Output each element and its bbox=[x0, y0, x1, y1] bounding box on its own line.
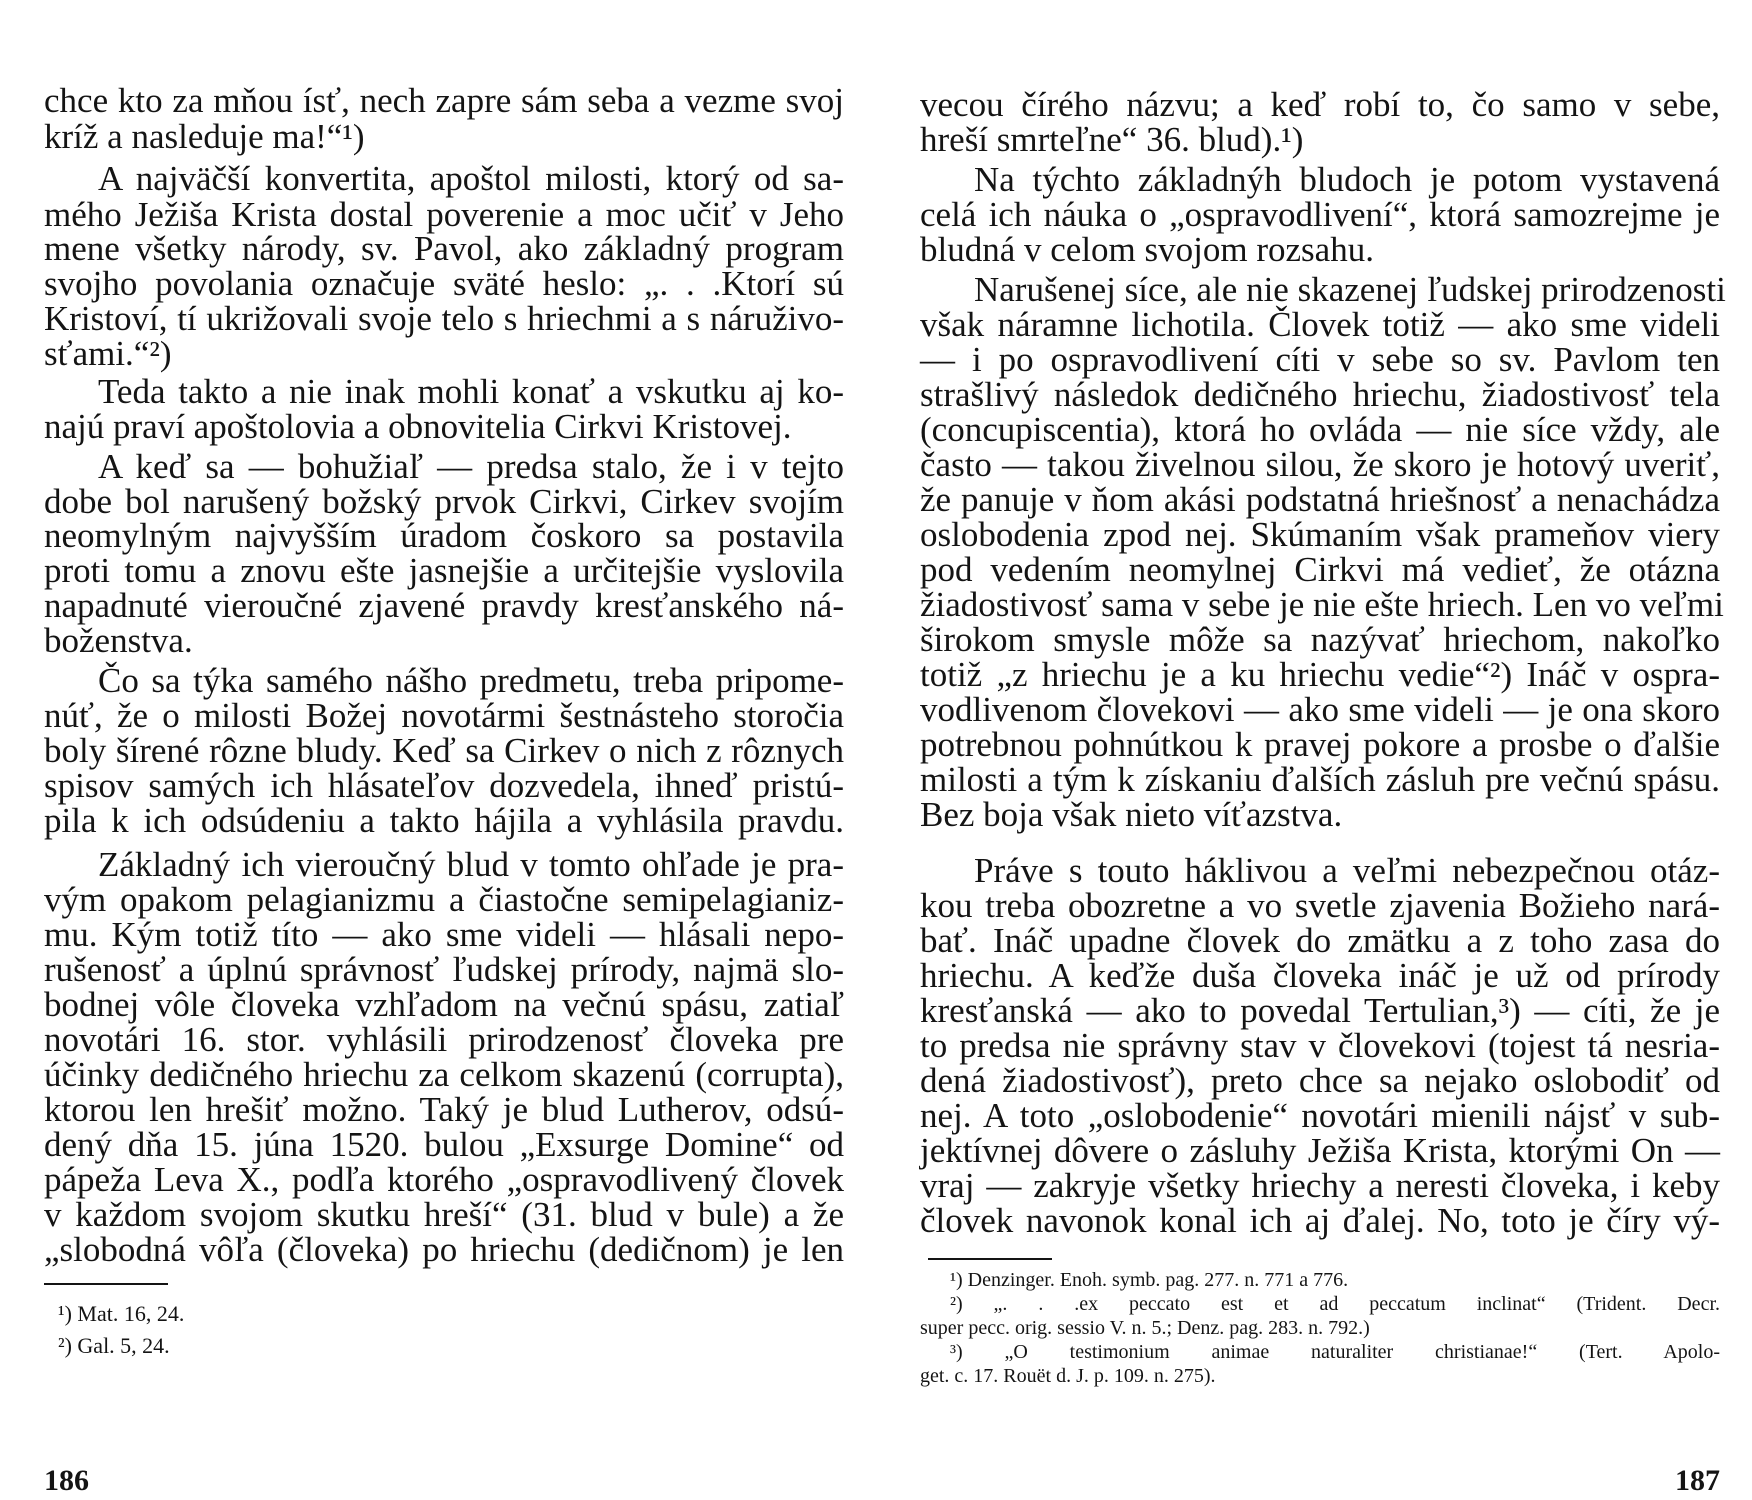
body-line: Bez boja však nieto víťazstva. bbox=[920, 795, 1343, 834]
body-line: v každom svojom skutku hreší“ (31. blud v bule) a že bbox=[44, 1195, 844, 1234]
body-line: boly šírené rôzne bludy. Keď sa Cirkev o nich z rôznych bbox=[44, 731, 844, 770]
body-line: celá ich náuka o „ospravodlivení“, ktorá samozrejme je bbox=[920, 195, 1720, 234]
body-line: bať. Ináč upadne človek do zmätku a z toho zasa do bbox=[920, 921, 1720, 960]
footnote: ³) „O testimonium animae naturaliter christianae!“ (Tert. Apolo- bbox=[950, 1341, 1720, 1363]
body-line: človek navonok konal ich aj ďalej. No, toto je číry vý- bbox=[920, 1201, 1720, 1240]
footnote: get. c. 17. Rouët d. J. p. 109. n. 275). bbox=[920, 1365, 1216, 1387]
footnote: ²) Gal. 5, 24. bbox=[58, 1333, 170, 1358]
footnote: ¹) Mat. 16, 24. bbox=[58, 1301, 185, 1326]
body-line: (concupiscentia), ktorá ho ovláda — nie síce vždy, ale bbox=[920, 410, 1720, 449]
body-line: dobe bol narušený božský prvok Cirkvi, Cirkev svojím bbox=[44, 482, 844, 521]
body-line: Teda takto a nie inak mohli konať a vskutku aj ko- bbox=[98, 372, 844, 411]
body-line: oslobodenia zpod nej. Skúmaním však prameňov viery bbox=[920, 515, 1720, 554]
footnote-rule bbox=[928, 1258, 1052, 1260]
body-line: mu. Kým totiž títo — ako sme videli — hlásali nepo- bbox=[44, 915, 844, 954]
body-line: dená žiadostivosť), preto chce sa nejako oslobodiť od bbox=[920, 1061, 1720, 1100]
right-page bbox=[920, 0, 1726, 1500]
body-line: totiž „z hriechu je a ku hriechu vedie“²) Ináč v osprа- bbox=[920, 655, 1720, 694]
body-line: novotári 16. stor. vyhlásili prirodzenosť človeka pre bbox=[44, 1020, 844, 1059]
footnote: ²) „. . .ex peccato est et ad peccatum inclinat“ (Trident. Decr. bbox=[950, 1293, 1720, 1315]
body-line: vým opakom pelagianizmu a čiastočne semipelagianiz- bbox=[44, 880, 844, 919]
body-line: Narušenej síce, ale nie skazenej ľudskej prirodzenosti bbox=[974, 270, 1726, 309]
body-line: vodlivenom človekovi — ako sme videli — je ona skoro bbox=[920, 690, 1720, 729]
body-line: kríž a nasleduje ma!“¹) bbox=[44, 117, 365, 156]
body-line: sťami.“²) bbox=[44, 334, 172, 373]
body-line: širokom smysle môže sa nazývať hriechom, nakoľko bbox=[920, 620, 1720, 659]
body-line: strašlivý následok dedičného hriechu, žiadostivosť tela bbox=[920, 375, 1720, 414]
body-line: A najväčší konvertita, apoštol milosti, ktorý od sa- bbox=[98, 159, 844, 198]
body-line: nej. A toto „oslobodenie“ novotári mienili nájsť v sub- bbox=[920, 1096, 1720, 1135]
body-line: potrebnou pohnútkou k pravej pokore a prosbe o ďalšie bbox=[920, 725, 1720, 764]
body-line: Na týchto základnýh bludoch je potom vystavená bbox=[974, 160, 1720, 199]
body-line: neomylným najvyšším úradom čoskoro sa postavila bbox=[44, 516, 844, 555]
body-line: núť, že o milosti Božej novotármi šestnásteho storočia bbox=[44, 696, 844, 735]
body-line: mého Ježiša Krista dostal poverenie a moc učiť v Jeho bbox=[44, 195, 844, 234]
body-line: hriechu. A keďže duša človeka ináč je už od prírody bbox=[920, 956, 1720, 995]
body-line: napadnuté vieroučné zjavené pravdy kresťanského ná- bbox=[44, 586, 844, 625]
body-line: svojho povolania označuje sväté heslo: „. . .Ktorí sú bbox=[44, 264, 844, 303]
body-line: chce kto za mňou ísť, nech zapre sám seba a vezme svoj bbox=[44, 81, 844, 120]
body-line: kou treba obozretne a vo svetle zjavenia Božieho nará- bbox=[920, 886, 1720, 925]
body-line: pápeža Leva X., podľa ktorého „ospravodlivený človek bbox=[44, 1160, 844, 1199]
footnote: super pecc. orig. sessio V. n. 5.; Denz. pag. 283. n. 792.) bbox=[920, 1317, 1370, 1339]
page-number: 187 bbox=[1675, 1464, 1720, 1497]
body-line: boženstva. bbox=[44, 621, 193, 660]
body-line: rušenosť a úplnú správnosť ľudskej prírody, najmä slo- bbox=[44, 950, 844, 989]
body-line: Čo sa týka samého nášho predmetu, treba pripome- bbox=[98, 661, 844, 700]
body-line: Kristoví, tí ukrižovali svoje telo s hriechmi a s náruživo- bbox=[44, 299, 844, 338]
body-line: často — takou živelnou silou, že skoro je hotový uveriť, bbox=[920, 445, 1720, 484]
footnote-rule bbox=[44, 1283, 168, 1285]
body-line: pod vedením neomylnej Cirkvi má vedieť, že otázna bbox=[920, 550, 1720, 589]
body-line: vraj — zakryje všetky hriechy a neresti človeka, i keby bbox=[920, 1166, 1720, 1205]
body-line: mene všetky národy, sv. Pavol, ako základný program bbox=[44, 229, 844, 268]
page-number: 186 bbox=[44, 1464, 89, 1497]
body-line: bodnej vôle človeka vzhľadom na večnú spásu, zatiaľ bbox=[44, 985, 844, 1024]
body-line: ktorou len hrešiť možno. Taký je blud Lutherov, odsú- bbox=[44, 1090, 844, 1129]
body-line: to predsa nie správny stav v človekovi (tojest tá nesria- bbox=[920, 1026, 1720, 1065]
body-line: žiadostivosť sama v sebe je nie ešte hriech. Len vo veľmi bbox=[920, 585, 1724, 624]
body-line: spisov samých ich hlásateľov dozvedela, ihneď pristú- bbox=[44, 766, 844, 805]
footnote: ¹) Denzinger. Enoh. symb. pag. 277. n. 771 a 776. bbox=[950, 1269, 1349, 1291]
body-line: — i po ospravodlivení cíti v sebe so sv. Pavlom ten bbox=[920, 340, 1720, 379]
body-line: hreší smrteľne“ 36. blud).¹) bbox=[920, 120, 1304, 159]
body-line: jektívnej dôvere o zásluhy Ježiša Krista, ktorými On — bbox=[920, 1131, 1720, 1170]
body-line: milosti a tým k získaniu ďalších zásluh pre večnú spásu. bbox=[920, 760, 1720, 799]
body-line: účinky dedičného hriechu za celkom skazenú (corrupta), bbox=[44, 1055, 844, 1094]
body-line: Práve s touto háklivou a veľmi nebezpečnou otáz- bbox=[974, 851, 1720, 890]
body-line: bludná v celom svojom rozsahu. bbox=[920, 230, 1374, 269]
body-line: vecou čírého názvu; a keď robí to, čo samo v sebe, bbox=[920, 85, 1720, 124]
body-line: Základný ich vieroučný blud v tomto ohľade je pra- bbox=[98, 845, 844, 884]
body-line: pila k ich odsúdeniu a takto hájila a vyhlásila pravdu. bbox=[44, 801, 844, 840]
body-line: A keď sa — bohužiaľ — predsa stalo, že i v tejto bbox=[98, 447, 844, 486]
body-line: však náramne lichotila. Človek totiž — ako sme videli bbox=[920, 305, 1720, 344]
body-line: kresťanská — ako to povedal Tertulian,³) — cíti, že je bbox=[920, 991, 1720, 1030]
body-line: dený dňa 15. júna 1520. bulou „Exsurge Domine“ od bbox=[44, 1125, 844, 1164]
left-page bbox=[44, 0, 844, 1500]
body-line: najú praví apoštolovia a obnovitelia Cirkvi Kristovej. bbox=[44, 407, 792, 446]
body-line: „slobodná vôľa (človeka) po hriechu (dedičnom) je len bbox=[44, 1230, 844, 1269]
body-line: proti tomu a znovu ešte jasnejšie a určitejšie vyslovila bbox=[44, 551, 844, 590]
body-line: že panuje v ňom akási podstatná hriešnosť a nenachádza bbox=[920, 480, 1720, 519]
